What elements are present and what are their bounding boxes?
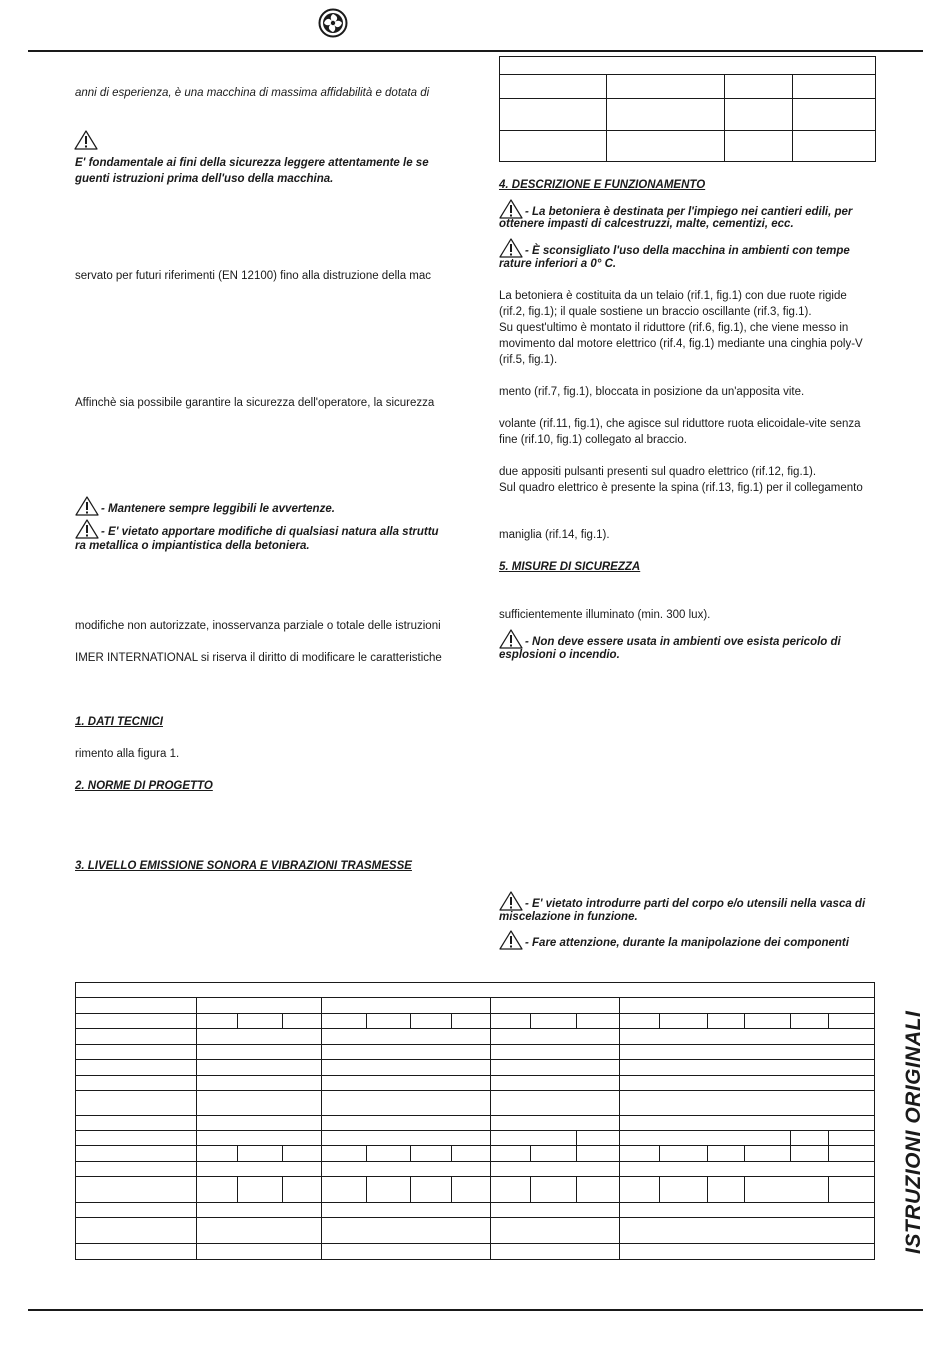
warning-explosion-text: - Non deve essere usata in ambienti ove esista pericolo di <box>525 636 841 648</box>
table-cell <box>76 1014 197 1029</box>
table-cell <box>793 131 876 162</box>
footer-rule <box>28 1309 923 1311</box>
table-row <box>76 1060 875 1076</box>
table-cell <box>708 1014 745 1029</box>
table-cell <box>76 1162 197 1177</box>
table-cell <box>76 983 875 998</box>
mods-line: modifiche non autorizzate, inosservanza parziale o totale delle istruzioni <box>75 620 441 632</box>
table-cell <box>500 131 607 162</box>
table-cell <box>531 1146 577 1162</box>
table-cell <box>708 1146 745 1162</box>
table-cell <box>76 1146 197 1162</box>
warning-use-line-2: ottenere impasti di calcestruzzi, malte, cementizi, ecc. <box>499 218 794 230</box>
table-row <box>76 1045 875 1060</box>
table-cell <box>197 1029 322 1045</box>
intro-line: anni di esperienza, è una macchina di massima affidabilità e dotata di <box>75 87 430 99</box>
table-cell <box>708 1177 745 1203</box>
table-cell <box>791 1014 829 1029</box>
table-cell <box>197 1131 322 1146</box>
table-cell <box>238 1146 283 1162</box>
desc-line-5: (rif.5, fig.1). <box>499 354 558 366</box>
table-cell <box>197 1244 322 1260</box>
table-cell <box>322 998 491 1014</box>
table-cell <box>411 1014 452 1029</box>
desc-line-1: La betoniera è costituita da un telaio (rif.1, fig.1) con due ruote rigide <box>499 290 847 302</box>
table-cell <box>411 1146 452 1162</box>
table-cell <box>620 1029 875 1045</box>
table-cell <box>452 1146 491 1162</box>
warning-triangle-icon <box>75 496 99 516</box>
table-cell <box>322 1014 367 1029</box>
table-cell <box>500 99 607 131</box>
table-cell <box>620 1162 875 1177</box>
table-cell <box>197 998 322 1014</box>
desc-line-9: due appositi pulsanti presenti sul quadro elettrico (rif.12, fig.1). <box>499 466 817 478</box>
section-2-heading: 2. NORME DI PROGETTO <box>75 780 213 792</box>
table-cell <box>620 1060 875 1076</box>
table-cell <box>197 1116 322 1131</box>
table-cell <box>725 99 793 131</box>
warning-body-text: - E' vietato introdurre parti del corpo e/o utensili nella vasca di <box>525 898 866 910</box>
table-cell <box>322 1203 491 1218</box>
section-3-heading: 3. LIVELLO EMISSIONE SONORA E VIBRAZIONI TRASMESSE <box>75 860 412 872</box>
table-cell <box>491 1014 531 1029</box>
table-cell <box>660 1146 708 1162</box>
warning-triangle-icon <box>499 930 523 950</box>
table-cell <box>620 1244 875 1260</box>
table-cell <box>322 1045 491 1060</box>
warning-triangle-icon <box>74 130 98 150</box>
warning-use-text: - La betoniera è destinata per l'impiego nei cantieri edili, per <box>525 206 853 218</box>
table-cell <box>531 1014 577 1029</box>
table-cell <box>76 1177 197 1203</box>
table-cell <box>793 75 876 99</box>
warning-readable-text: - Mantenere sempre leggibili le avvertenze. <box>101 503 335 515</box>
table-cell <box>76 1060 197 1076</box>
warning-triangle-icon <box>499 629 523 649</box>
table-cell <box>367 1177 411 1203</box>
table-cell <box>197 1146 238 1162</box>
table-row <box>76 1203 875 1218</box>
operator-line: Affinchè sia possibile garantire la sicurezza dell'operatore, la sicurezza <box>75 397 435 409</box>
table-cell <box>491 1244 620 1260</box>
table-cell <box>322 1091 491 1116</box>
table-cell <box>197 1045 322 1060</box>
table-cell <box>620 1218 875 1244</box>
table-cell <box>829 1014 875 1029</box>
table-cell <box>283 1014 322 1029</box>
table-cell <box>500 75 607 99</box>
warning-triangle-icon <box>499 891 523 911</box>
desc-line-6: mento (rif.7, fig.1), bloccata in posizione da un'apposita vite. <box>499 386 805 398</box>
warning-modifications-text: - E' vietato apportare modifiche di qualsiasi natura alla struttu <box>101 526 439 538</box>
table-cell <box>725 75 793 99</box>
table-cell <box>452 1177 491 1203</box>
table-cell <box>607 75 725 99</box>
header-rule <box>28 50 923 52</box>
warning-modifications-line-2: ra metallica o impiantistica della betoniera. <box>75 540 310 552</box>
table-cell <box>197 1203 322 1218</box>
table-cell <box>491 1029 620 1045</box>
table-cell <box>76 1091 197 1116</box>
table-row <box>76 1162 875 1177</box>
imer-logo <box>318 8 348 38</box>
table-cell <box>620 998 875 1014</box>
desc-line-10: Sul quadro elettrico è presente la spina (rif.13, fig.1) per il collegamento <box>499 482 863 494</box>
table-cell <box>660 1014 708 1029</box>
warning-handling-line-1 <box>499 930 849 951</box>
table-cell <box>322 1177 367 1203</box>
table-cell <box>322 1029 491 1045</box>
table-cell <box>620 1131 791 1146</box>
table-cell <box>197 1060 322 1076</box>
table-cell <box>577 1014 620 1029</box>
table-cell <box>491 998 620 1014</box>
table-row <box>76 1218 875 1244</box>
table-cell <box>322 1116 491 1131</box>
table-cell <box>620 1045 875 1060</box>
table-cell <box>660 1177 708 1203</box>
table-cell <box>322 1076 491 1091</box>
table-cell <box>283 1146 322 1162</box>
section-5-heading: 5. MISURE DI SICUREZZA <box>499 561 641 573</box>
table-cell <box>531 1177 577 1203</box>
table-cell <box>491 1162 620 1177</box>
desc-line-3: Su quest'ultimo è montato il riduttore (rif.6, fig.1), che viene messo in <box>499 322 849 334</box>
table-row <box>76 1244 875 1260</box>
table-cell <box>620 1014 660 1029</box>
table-cell <box>197 1091 322 1116</box>
table-cell <box>238 1177 283 1203</box>
section-1-heading: 1. DATI TECNICI <box>75 716 163 728</box>
table-cell <box>791 1146 829 1162</box>
table-cell <box>76 1218 197 1244</box>
noise-table <box>499 56 876 162</box>
table-cell <box>745 1014 791 1029</box>
table-cell <box>322 1218 491 1244</box>
table-cell <box>491 1045 620 1060</box>
warning-readable <box>75 496 335 517</box>
table-cell <box>607 131 725 162</box>
table-row <box>76 1146 875 1162</box>
desc-line-11: maniglia (rif.14, fig.1). <box>499 529 610 541</box>
table-cell <box>491 1177 531 1203</box>
table-cell <box>745 1177 829 1203</box>
table-cell <box>238 1014 283 1029</box>
table-cell <box>577 1131 620 1146</box>
table-cell <box>322 1162 491 1177</box>
table-cell <box>829 1131 875 1146</box>
table-cell <box>322 1244 491 1260</box>
table-cell <box>197 1177 238 1203</box>
table-cell <box>620 1076 875 1091</box>
table-cell <box>322 1060 491 1076</box>
table-cell <box>197 1076 322 1091</box>
table-cell <box>491 1218 620 1244</box>
safety-note-line-1: E' fondamentale ai fini della sicurezza leggere attentamente le se <box>75 157 429 169</box>
table-cell <box>367 1146 411 1162</box>
table-row <box>76 1076 875 1091</box>
table-cell <box>491 1203 620 1218</box>
desc-line-8: fine (rif.10, fig.1) collegato al braccio. <box>499 434 687 446</box>
table-cell <box>197 1218 322 1244</box>
table-cell <box>76 1131 197 1146</box>
table-cell <box>322 1146 367 1162</box>
technical-data-table <box>75 982 875 1260</box>
warning-handling-text: - Fare attenzione, durante la manipolazione dei componenti <box>525 937 849 949</box>
warning-triangle-icon <box>499 238 523 258</box>
table-row <box>76 1116 875 1131</box>
table-cell <box>620 1146 660 1162</box>
table-cell <box>197 1162 322 1177</box>
warning-explosion-line-2: esplosioni o incendio. <box>499 649 620 661</box>
table-cell <box>76 1203 197 1218</box>
table-cell <box>76 998 197 1014</box>
table-cell <box>76 1244 197 1260</box>
desc-line-7: volante (rif.11, fig.1), che agisce sul riduttore ruota elicoidale-vite senza <box>499 418 861 430</box>
table-cell <box>411 1177 452 1203</box>
table-cell <box>76 1076 197 1091</box>
warning-body-line-2: miscelazione in funzione. <box>499 911 638 923</box>
table-cell <box>452 1014 491 1029</box>
table-cell <box>577 1146 620 1162</box>
table-cell <box>76 1029 197 1045</box>
safety-note-line-2: guenti istruzioni prima dell'uso della macchina. <box>75 173 334 185</box>
table-cell <box>197 1014 238 1029</box>
table-cell <box>76 1045 197 1060</box>
table-cell <box>829 1177 875 1203</box>
table-row <box>76 983 875 998</box>
table-row <box>76 1029 875 1045</box>
table-cell <box>491 1131 577 1146</box>
table-row <box>76 1014 875 1029</box>
table-cell <box>491 1060 620 1076</box>
table-row <box>76 1131 875 1146</box>
table-cell <box>745 1146 791 1162</box>
warning-triangle-icon <box>75 519 99 539</box>
table-cell <box>829 1146 875 1162</box>
table-cell <box>620 1177 660 1203</box>
table-cell <box>491 1146 531 1162</box>
warning-temp-text: - È sconsigliato l'uso della macchina in ambienti con tempe <box>525 245 850 257</box>
table-row <box>76 1177 875 1203</box>
warning-temp-line-2: rature inferiori a 0° C. <box>499 258 617 270</box>
table-cell <box>620 1203 875 1218</box>
table-cell <box>791 1131 829 1146</box>
keep-line: servato per futuri riferimenti (EN 12100) fino alla distruzione della mac <box>75 270 432 282</box>
table-cell <box>607 99 725 131</box>
light-line: sufficientemente illuminato (min. 300 lux). <box>499 609 711 621</box>
table-cell <box>322 1131 491 1146</box>
table-cell <box>620 1116 875 1131</box>
desc-line-4: movimento dal motore elettrico (rif.4, fig.1) mediante una cinghia poly-V <box>499 338 863 350</box>
section-1-line: rimento alla figura 1. <box>75 748 180 760</box>
side-title: ISTRUZIONI ORIGINALI <box>902 1010 925 1254</box>
desc-line-2: (rif.2, fig.1); il quale sostiene un braccio oscillante (rif.3, fig.1). <box>499 306 812 318</box>
table-cell <box>491 1116 620 1131</box>
table-cell <box>577 1177 620 1203</box>
imer-line: IMER INTERNATIONAL si riserva il diritto di modificare le caratteristiche <box>75 652 442 664</box>
table-cell <box>76 1116 197 1131</box>
table-cell <box>500 57 876 75</box>
table-cell <box>491 1076 620 1091</box>
table-row <box>76 998 875 1014</box>
table-cell <box>491 1091 620 1116</box>
table-cell <box>725 131 793 162</box>
table-cell <box>620 1091 875 1116</box>
section-4-heading: 4. DESCRIZIONE E FUNZIONAMENTO <box>499 179 706 191</box>
table-cell <box>367 1014 411 1029</box>
table-row <box>76 1091 875 1116</box>
warning-modifications <box>75 519 439 540</box>
table-cell <box>283 1177 322 1203</box>
table-cell <box>793 99 876 131</box>
